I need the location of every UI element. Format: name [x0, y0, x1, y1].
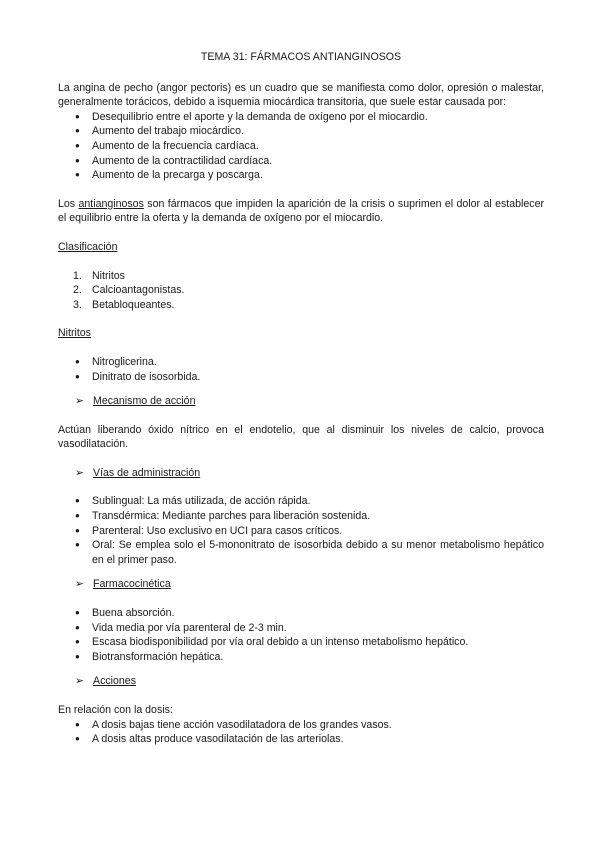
list-item: ● Parenteral: Uso exclusivo en UCI para casos críticos.: [58, 524, 544, 539]
clasificacion-list: [58, 269, 544, 313]
subheading-vias: ➢ Vías de administración: [75, 466, 201, 479]
list-item: ● Buena absorción.: [58, 606, 544, 621]
list-item: ● Sublingual: La más utilizada, de acción rápida.: [58, 494, 544, 509]
section-heading-nitritos: Nitritos: [58, 327, 91, 340]
list-item: 3. Betabloqueantes.: [73, 298, 175, 311]
list-item: ● Escasa biodisponibilidad por vía oral debido a un intenso metabolismo hepático.: [58, 635, 544, 650]
vias-list: [58, 494, 544, 567]
section-heading-clasificacion: Clasificación: [58, 240, 118, 253]
subheading-mecanismo: ➢ Mecanismo de acción: [75, 395, 196, 408]
definition-term: antianginosos: [78, 197, 144, 210]
mecanismo-paragraph: Actúan liberando óxido nítrico en el endotelio, que al disminuir los niveles de calcio, provoca vasodilatación.: [58, 423, 544, 451]
acciones-list: [58, 718, 544, 747]
list-item: ● Vida media por vía parenteral de 2-3 min.: [58, 621, 544, 636]
list-item: ● Aumento de la contractilidad cardíaca.: [58, 154, 544, 169]
acciones-intro: En relación con la dosis:: [58, 704, 173, 716]
nitritos-list: [58, 355, 544, 384]
arrow-icon: ➢: [75, 675, 84, 688]
subheading-acciones: ➢ Acciones: [75, 675, 136, 688]
list-item: ● Oral: Se emplea solo el 5-mononitrato de isosorbida debido a su menor metabolismo hepático en el primer paso.: [58, 538, 544, 567]
list-item: ● A dosis bajas tiene acción vasodilatadora de los grandes vasos.: [58, 718, 544, 733]
arrow-icon: ➢: [75, 395, 84, 408]
causes-list: [58, 110, 544, 183]
list-item: ● Aumento de la precarga y poscarga.: [58, 168, 544, 183]
list-item: ● Transdérmica: Mediante parches para liberación sostenida.: [58, 509, 544, 524]
list-item: ● Aumento de la frecuencia cardíaca.: [58, 139, 544, 154]
page-title: TEMA 31: FÁRMACOS ANTIANGINOSOS: [200, 51, 402, 63]
list-item: ● Biotransformación hepática.: [58, 650, 544, 665]
list-item: ● A dosis altas produce vasodilatación de las arteriolas.: [58, 732, 544, 747]
document-content: [58, 50, 544, 747]
arrow-icon: ➢: [75, 466, 84, 479]
list-item: ● Desequilibrio entre el aporte y la demanda de oxígeno por el miocardio.: [58, 110, 544, 125]
farmacocinetica-list: [58, 606, 544, 664]
list-item: ● Dinitrato de isosorbida.: [58, 370, 544, 385]
list-item: ● Nitroglicerina.: [58, 355, 544, 370]
list-item: 1. Nitritos: [73, 269, 125, 282]
list-item: ● Aumento del trabajo miocárdico.: [58, 124, 544, 139]
intro-paragraph: La angina de pecho (angor pectoris) es un cuadro que se manifiesta como dolor, opresión o malestar, generalmente torácicos, debido a isquemia miocárdica transitoria, que suele estar causada por:: [58, 81, 544, 109]
subheading-farmacocinetica: ➢ Farmacocinética: [75, 578, 171, 591]
definition-paragraph: Los antianginosos son fármacos que impiden la aparición de la crisis o suprimen el dolor al establecer el equilibrio entre la oferta y la demanda de oxígeno por el miocardio.: [58, 197, 544, 225]
arrow-icon: ➢: [75, 578, 84, 591]
list-item: 2. Calcioantagonistas.: [73, 284, 185, 297]
